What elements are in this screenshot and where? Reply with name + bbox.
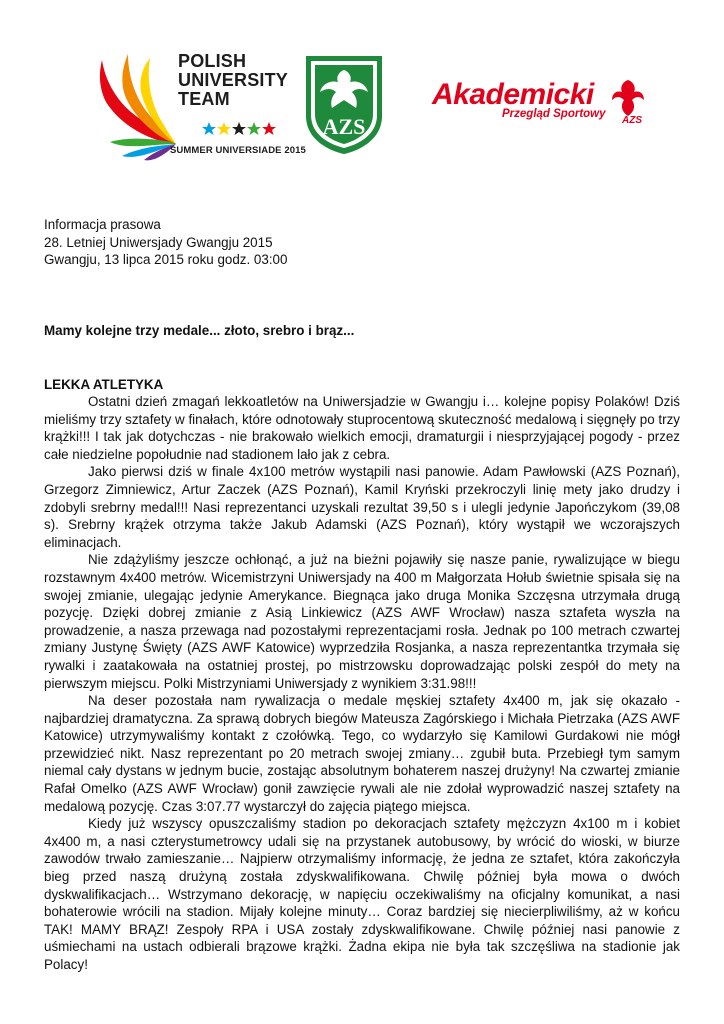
header-logos xyxy=(0,0,724,180)
paragraph: Na deser pozostała nam rywalizacja o medale męskiej sztafety 4x400 m, jak się okazało - najbardziej dramatyczna. Za sprawą dobrych biegów Mateusza Zagórskiego i Michała Pietrzaka (AZS AWF Katowice) utrzymywaliśmy kontakt z czołówką. Tego, co wydarzyło się Kamilowi Gurdakowi nie mógł przewidzieć nikt. Nasz reprezentant po 20 metrach swojej zmiany… zgubił buta. Przebiegł tym samym niemal cały dystans w jednym bucie, zostając absolutnym bohaterem naszej drużyny! Na czwartej zmianie Rafał Omelko (AZS AWF Wrocław) gonił zawzięcie rywali ale nie zdołał wyprowadzić naszej sztafety na medalową pozycję. Czas 3:07.77 wystarczył do zajęcia piątego miejsca. xyxy=(44,693,680,814)
press-info xyxy=(44,216,680,269)
put-title-line-1: POLISH xyxy=(178,51,247,71)
section-title: LEKKA ATLETYKA xyxy=(44,377,164,392)
akademicki-badge-letters: AZS xyxy=(622,115,642,124)
put-logo-subtitle: SUMMER UNIVERSIADE 2015 xyxy=(170,145,306,156)
akademicki-logo xyxy=(432,78,647,126)
akademicki-logo-sub: Przegląd Sportowy xyxy=(502,108,606,120)
paragraph: Ostatni dzień zmagań lekkoatletów na Uniwersjadzie w Gwangju i… kolejne popisy Polaków! Dziś mieliśmy trzy sztafety w finałach, które odnotowały stuprocentową skuteczność medalową i sięgnęły po trzy krążki!!! I tak jak dotychczas - nie brakowało wielkich emocji, dramaturgii i niesprzyjającej pogody - przez całe niedzielne popołudnie nad stadionem lało jak z cebra. xyxy=(44,394,680,462)
akademicki-azs-badge-icon xyxy=(610,78,646,124)
press-info-line-1: Informacja prasowa xyxy=(44,217,161,232)
put-title-line-2: UNIVERSITY xyxy=(178,70,289,90)
azs-shield-icon xyxy=(302,54,386,156)
press-info-line-2: 28. Letniej Uniwersjady Gwangju 2015 xyxy=(44,234,273,250)
azs-logo xyxy=(302,54,386,156)
put-logo-title xyxy=(178,52,288,109)
azs-shield-letters: AZS xyxy=(322,114,366,139)
put-title-line-3: TEAM xyxy=(178,89,230,109)
headline: Mamy kolejne trzy medale... złoto, srebro i brąz... xyxy=(44,323,355,338)
press-info-line-3: Gwangju, 13 lipca 2015 roku godz. 03:00 xyxy=(44,252,288,268)
polish-university-team-logo xyxy=(96,46,306,162)
colored-stars-icon xyxy=(202,122,282,136)
paragraph: Nie zdążyliśmy jeszcze ochłonąć, a już na bieżni pojawiły się nasze panie, rywalizujące w biegu rozstawnym 4x400 metrów. Wicemistrzyni Uniwersjady na 400 m Małgorzata Hołub świetnie spisała się na swojej zmianie, ulegając jedynie Amerykance. Biegnąca jako druga Monika Szczęsna utrzymała drugą pozycję. Dzięki dobrej zmianie z Asią Linkiewicz (AZS AWF Wrocław) nasza sztafeta wyszła na prowadzenie, a nasza przewaga nad pozostałymi reprezentacjami rosła. Jednak po 100 metrach czwartej zmiany Justynę Święty (AZS AWF Katowice) wyprzedziła Rosjanka, a nasza reprezentantka trzymała się rywalki i zaatakowała na ostatniej prostej, po mistrzowsku doprowadzając polski zespół do mety na pierwszym miejscu. Polki Mistrzyniami Uniwersjady z wynikiem 3:31.98!!! xyxy=(44,552,680,691)
article-body xyxy=(44,393,680,974)
akademicki-logo-main: Akademicki xyxy=(432,78,594,111)
paragraph: Kiedy już wszyscy opuszczaliśmy stadion po dekoracjach sztafety mężczyzn 4x100 m i kobiet 4x400 m, a nasi czterystumetrowcy udali się na przystanek autobusowy, by wrócić do wioski, w biurze zawodów trwało zamieszanie… Najpierw otrzymaliśmy informację, że jedna ze sztafet, która zakończyła bieg przed naszą drużyną została zdyskwalifikowana. Chwilę później była mowa o dwóch dyskwalifikacjach… Wstrzymano dekorację, w napięciu oczekiwaliśmy na oficjalny komunikat, a nasi bohaterowie wrócili na stadion. Mijały kolejne minuty… Coraz bardziej się niecierpliwiliśmy, aż w końcu TAK! MAMY BRĄZ! Zespoły RPA i USA zostały zdyskwalifikowane. Chwilę później nasi panowie z uśmiechami na ustach odbierali brązowe krążki. Żadna ekipa nie była tak szczęśliwa na stadionie jak Polacy! xyxy=(44,816,680,972)
paragraph: Jako pierwsi dziś w finale 4x100 metrów wystąpili nasi panowie. Adam Pawłowski (AZS Poznań), Grzegorz Zimniewicz, Artur Zaczek (AZS Poznań), Kamil Kryński przekroczyli linię mety jako drudzy i zdobyli srebrny medal!!! Nasi reprezentanci uzyskali rezultat 39,50 s i ulegli jedynie Japończykom (39,08 s). Srebrny krążek otrzyma także Jakub Adamski (AZS Poznań), który wystąpił we wczorajszych eliminacjach. xyxy=(44,464,680,550)
